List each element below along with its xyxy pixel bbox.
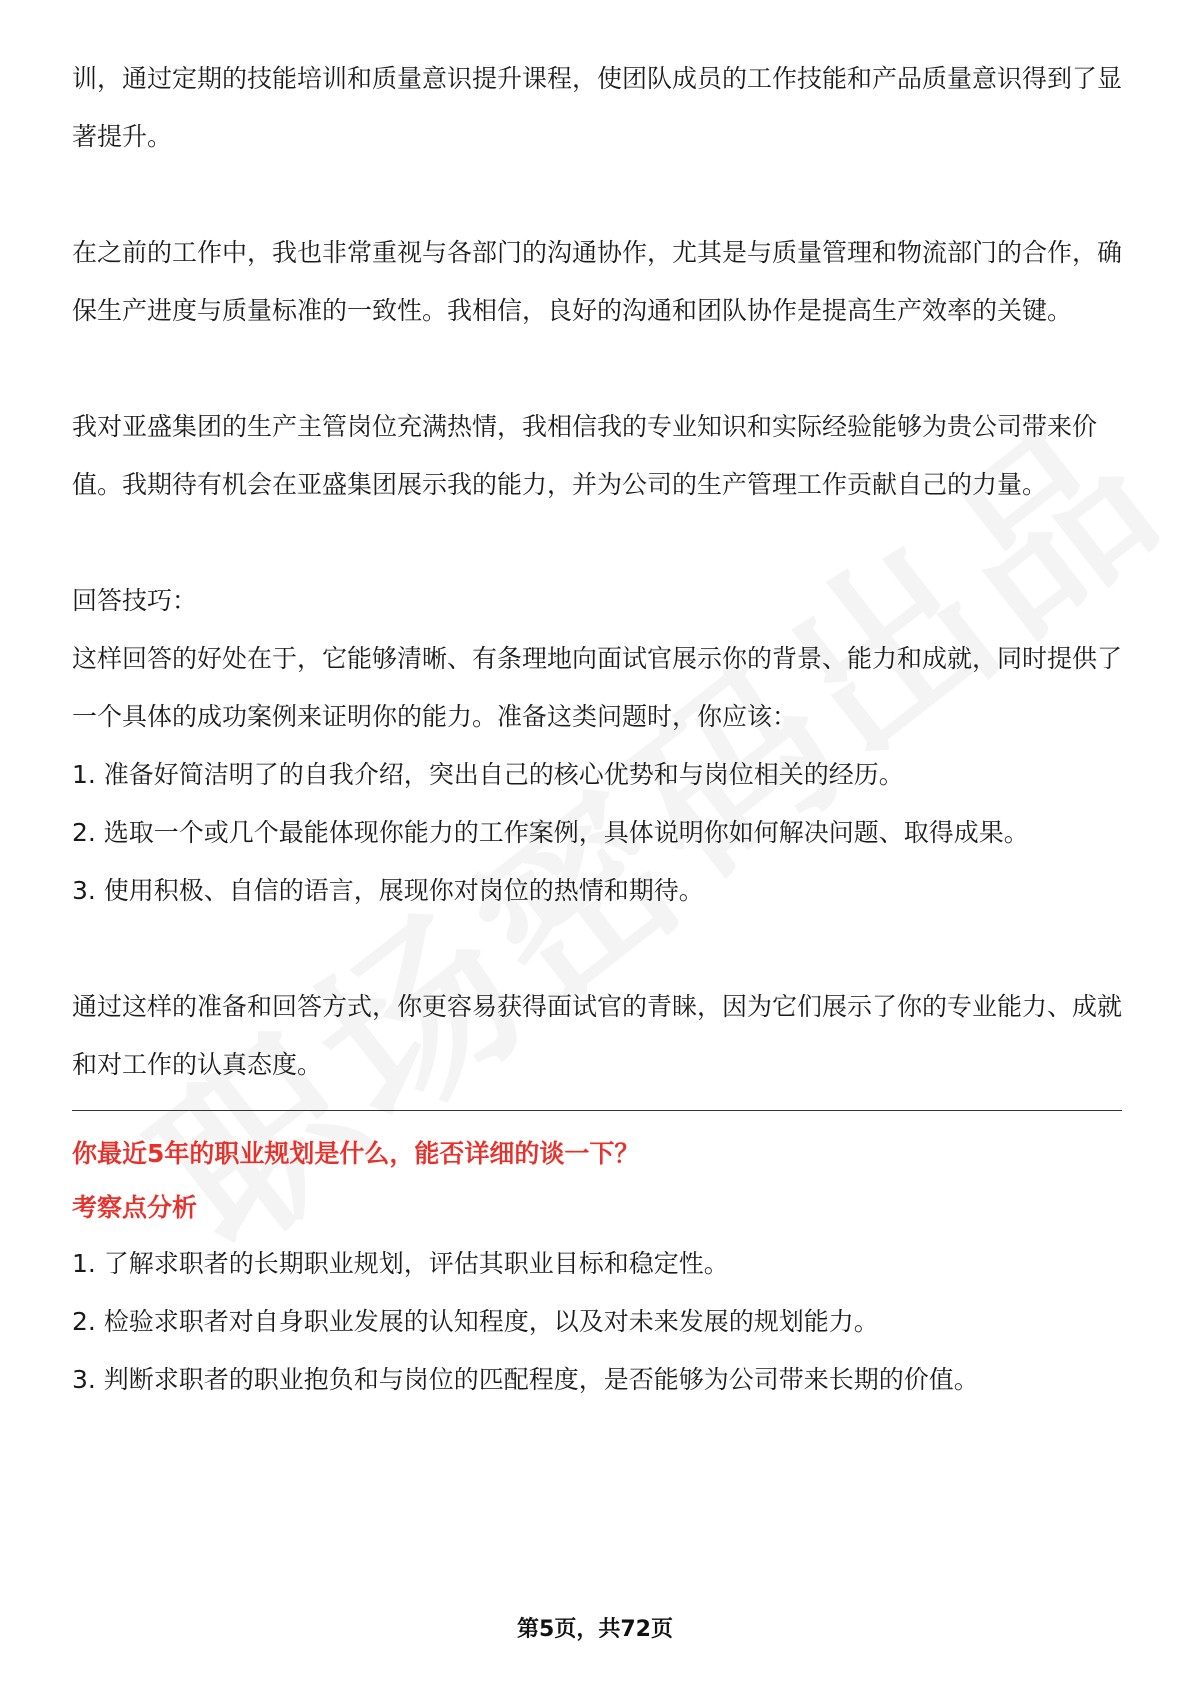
tips-item-3: 3. 使用积极、自信的语言，展现你对岗位的热情和期待。 [72,876,704,905]
tips-item-1: 1. 准备好简洁明了的自我介绍，突出自己的核心优势和与岗位相关的经历。 [72,760,904,789]
tips-heading: 回答技巧： [72,586,198,615]
page-number: 第5页，共72页 [517,1617,673,1642]
paragraph-2: 在之前的工作中，我也非常重视与各部门的沟通协作，尤其是与质量管理和物流部门的合作，确保生产进度与质量标准的一致性。我相信，良好的沟通和团队协作是提高生产效率的关键。 [72,238,1123,325]
paragraph-1: 训，通过定期的技能培训和质量意识提升课程，使团队成员的工作技能和产品质量意识得到了显著提升。 [72,64,1123,151]
tips-intro: 这样回答的好处在于，它能够清晰、有条理地向面试官展示你的背景、能力和成就，同时提供了一个具体的成功案例来证明你的能力。准备这类问题时，你应该： [72,644,1123,731]
analysis-item-1: 1. 了解求职者的长期职业规划，评估其职业目标和稳定性。 [72,1249,729,1278]
question-title: 你最近5年的职业规划是什么，能否详细的谈一下？ [72,1139,640,1168]
analysis-item-3: 3. 判断求职者的职业抱负和与岗位的匹配程度，是否能够为公司带来长期的价值。 [72,1365,979,1394]
analysis-item-2: 2. 检验求职者对自身职业发展的认知程度，以及对未来发展的规划能力。 [72,1307,879,1336]
paragraph-3: 我对亚盛集团的生产主管岗位充满热情，我相信我的专业知识和实际经验能够为贵公司带来价值。我期待有机会在亚盛集团展示我的能力，并为公司的生产管理工作贡献自己的力量。 [72,412,1098,499]
page-content [72,50,1122,1409]
tips-conclusion: 通过这样的准备和回答方式，你更容易获得面试官的青睐，因为它们展示了你的专业能力、成就和对工作的认真态度。 [72,992,1123,1079]
section-divider [72,1110,1122,1111]
tips-item-2: 2. 选取一个或几个最能体现你能力的工作案例，具体说明你如何解决问题、取得成果。 [72,818,1029,847]
analysis-heading: 考察点分析 [72,1193,198,1222]
